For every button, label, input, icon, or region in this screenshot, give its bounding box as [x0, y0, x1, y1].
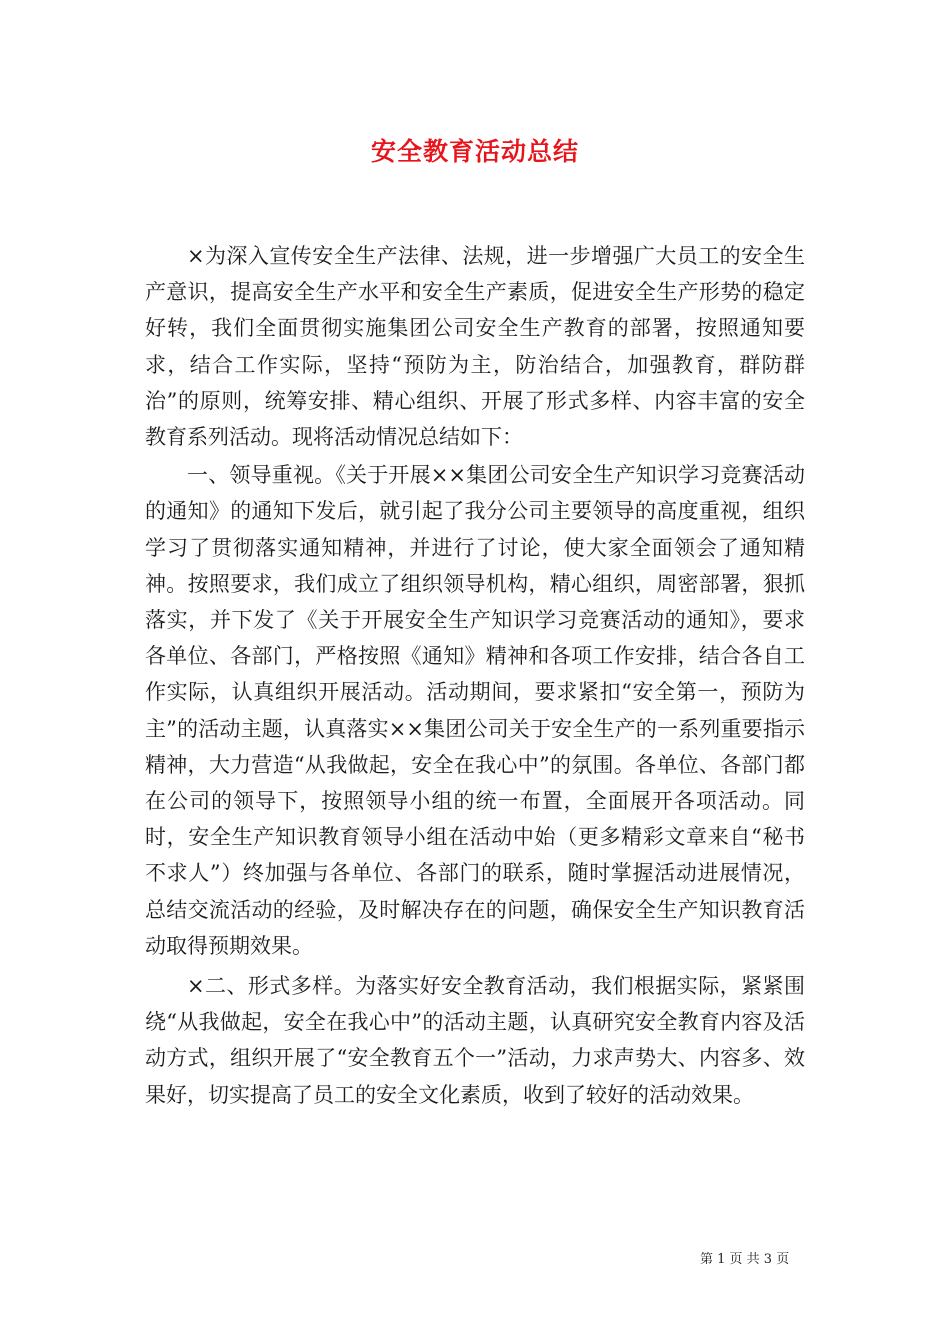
paragraph-forms: ×二、形式多样。为落实好安全教育活动，我们根据实际，紧紧围绕“从我做起，安全在我心中”的活动主题，认真研究安全教育内容及活动方式，组织开展了“安全教育五个一”活动，力求声势大、内容多、效果好，切实提高了员工的安全文化素质，收到了较好的活动效果。 — [145, 974, 805, 1107]
page-number: 第 1 页 共 3 页 — [700, 1252, 790, 1267]
document-title: 安全教育活动总结 — [370, 137, 579, 166]
paragraph-intro: ×为深入宣传安全生产法律、法规，进一步增强广大员工的安全生产意识，提高安全生产水平和安全生产素质，促进安全生产形势的稳定好转，我们全面贯彻实施集团公司安全生产教育的部署，按照通知要求，结合工作实际，坚持“预防为主，防治结合，加强教育，群防群治”的原则，统筹安排、精心组织、开展了形式多样、内容丰富的安全教育系列活动。现将活动情况总结如下： — [145, 244, 805, 450]
paragraph-leadership: 一、领导重视。《关于开展××集团公司安全生产知识学习竞赛活动的通知》的通知下发后，就引起了我分公司主要领导的高度重视，组织学习了贯彻落实通知精神，并进行了讨论，使大家全面领会了通知精神。按照要求，我们成立了组织领导机构，精心组织，周密部署，狠抓落实，并下发了《关于开展安全生产知识学习竞赛活动的通知》，要求各单位、各部门，严格按照《通知》精神和各项工作安排，结合各自工作实际，认真组织开展活动。活动期间，要求紧扣“安全第一，预防为主”的活动主题，认真落实××集团公司关于安全生产的一系列重要指示精神，大力营造“从我做起，安全在我心中”的氛围。各单位、各部门都在公司的领导下，按照领导小组的统一布置，全面展开各项活动。同时，安全生产知识教育领导小组在活动中始（更多精彩文章来自“秘书不求人”）终加强与各单位、各部门的联系，随时掌握活动进展情况，总结交流活动的经验，及时解决存在的问题，确保安全生产知识教育活动取得预期效果。 — [145, 463, 805, 958]
document-body — [145, 238, 805, 1113]
